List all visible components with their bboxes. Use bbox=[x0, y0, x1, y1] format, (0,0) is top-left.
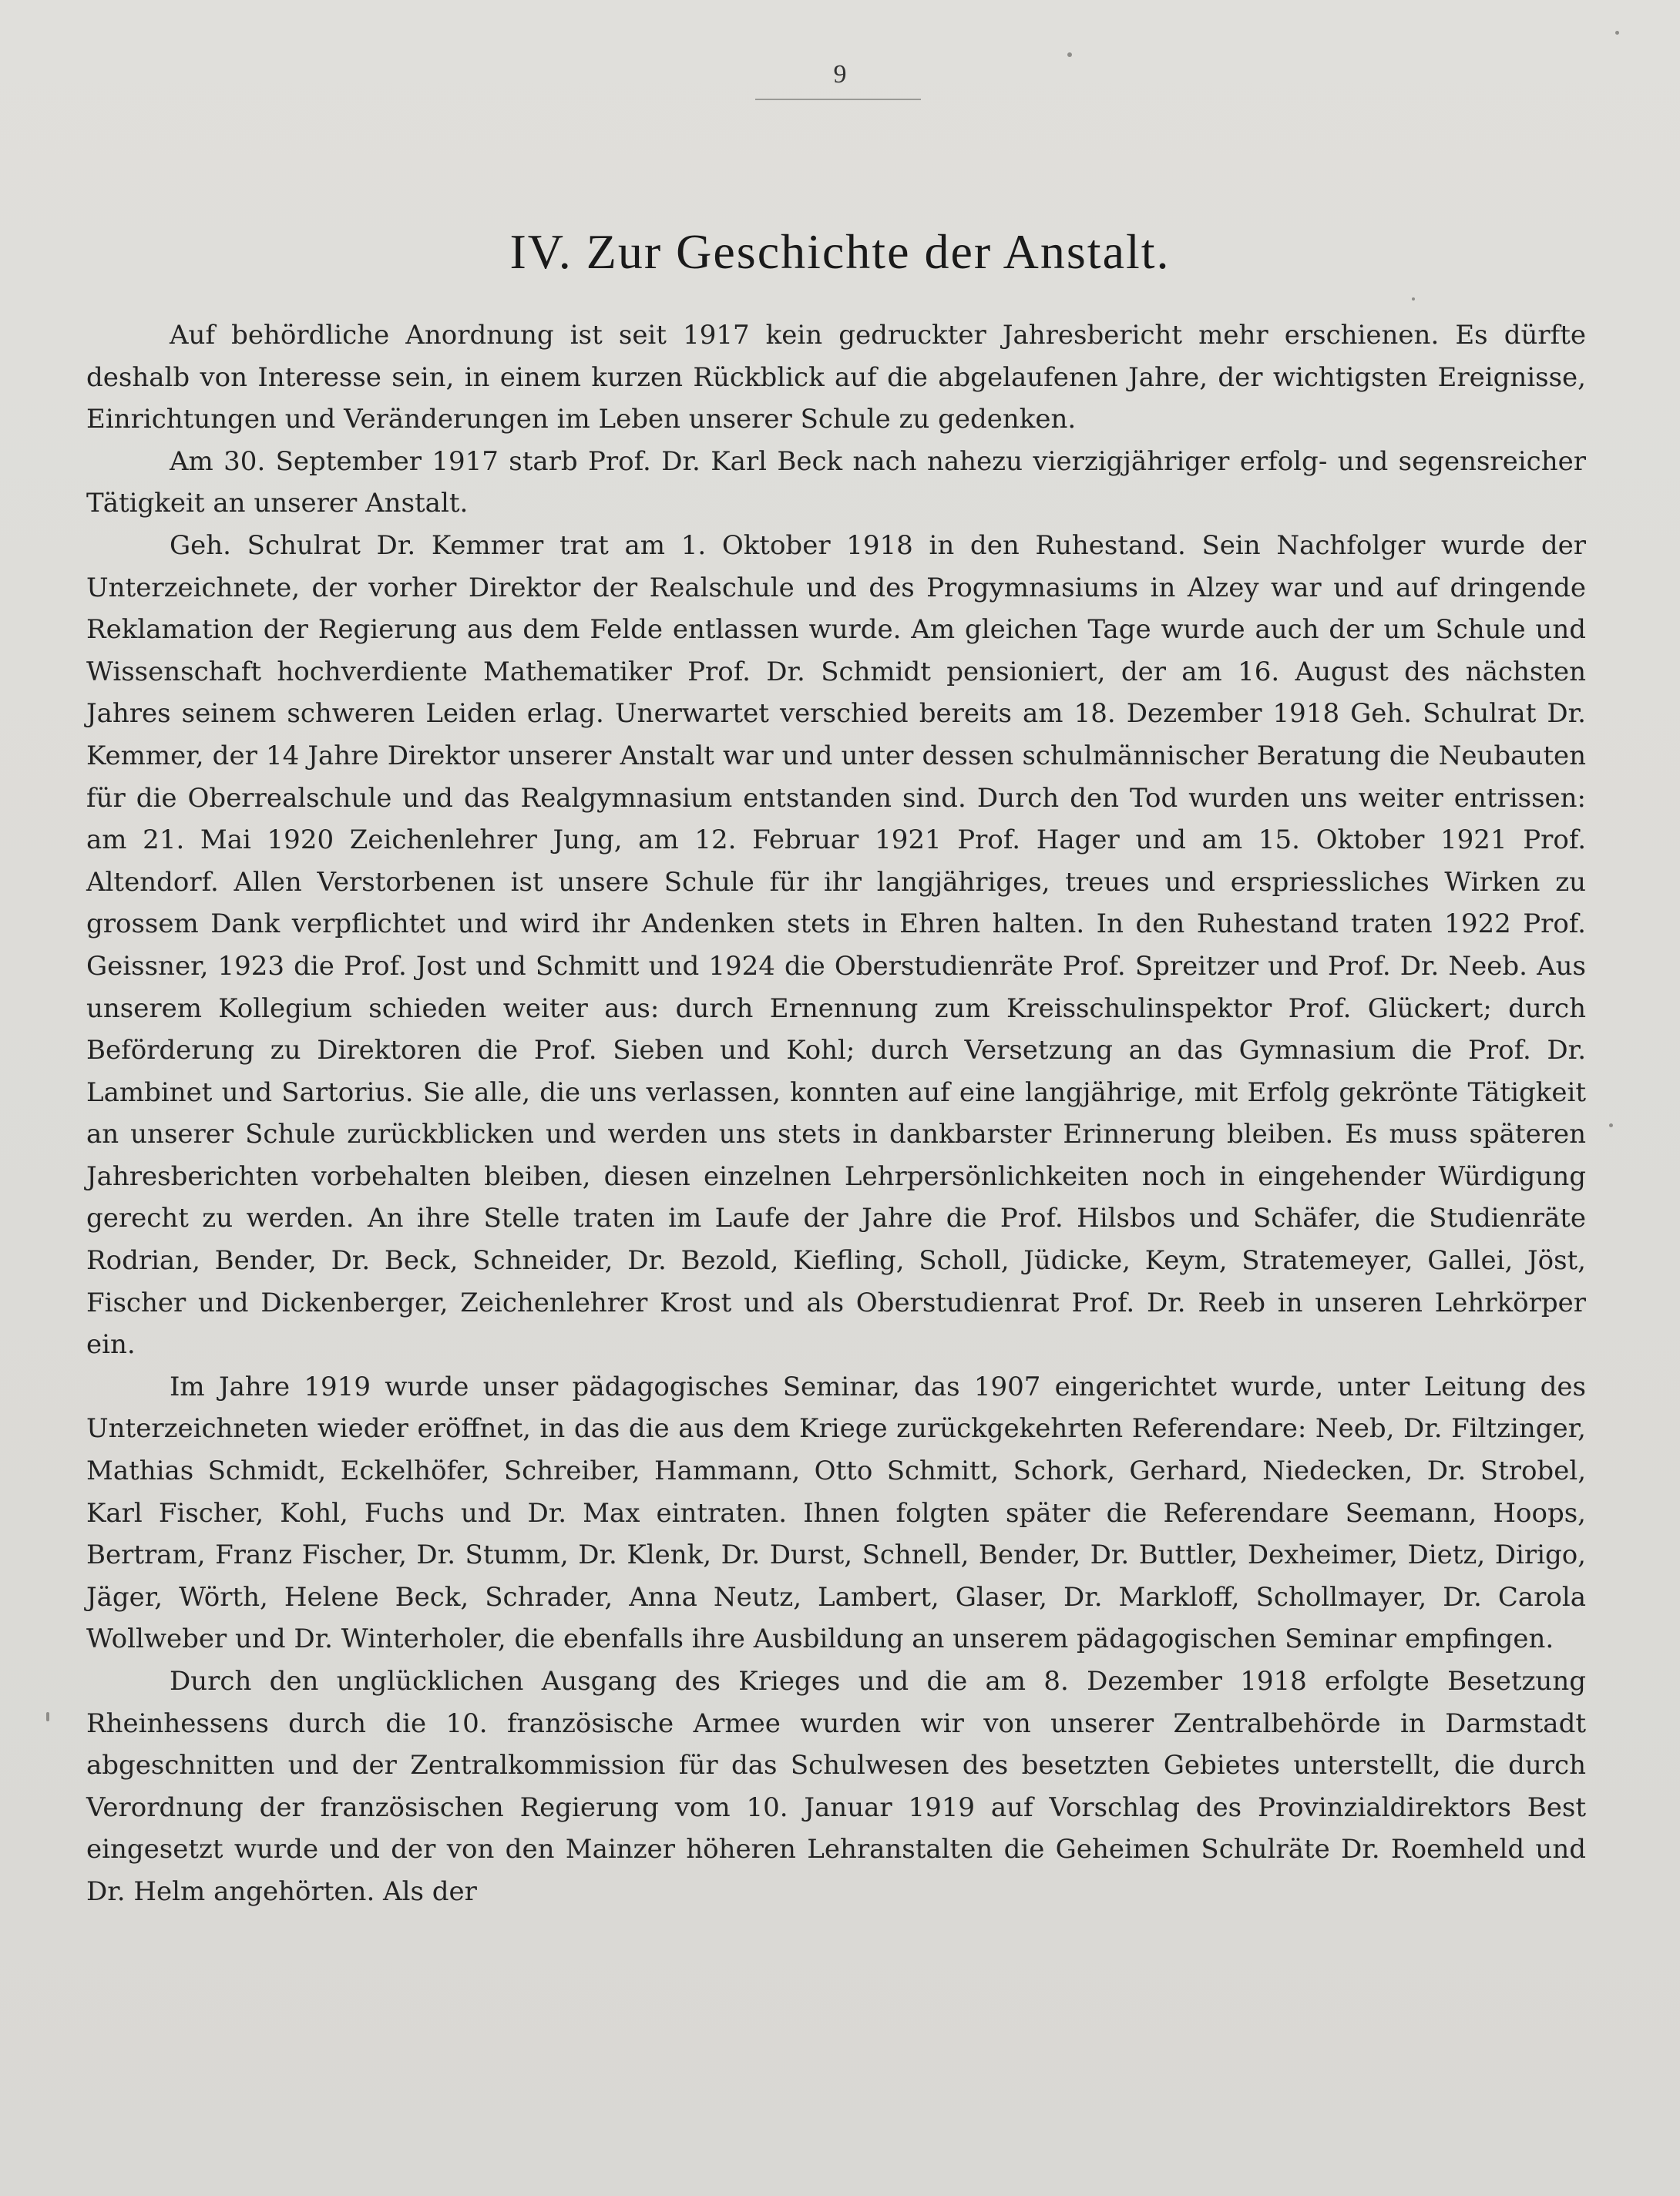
paragraph-intro: Auf behördliche Anordnung ist seit 1917 kein gedruckter Jahresbericht mehr erschienen. Es dürfte deshalb von Interesse sein, in einem kurzen Rückblick auf die abgelaufenen Jahre, der wichtigsten Ereignisse, Einrichtungen und Veränderungen im Leben unserer Schule zu gedenken. bbox=[86, 320, 1586, 435]
paragraph-seminar: Im Jahre 1919 wurde unser pädagogisches Seminar, das 1907 eingerichtet wurde, unter Leitung des Unterzeichneten wieder eröffnet, in das die aus dem Kriege zurückgekehrten Referendare: Neeb, Dr. Filtzinger, Mathias Schmidt, Eckelhöfer, Schreiber, Hammann, Otto Schmitt, Schork, Gerhard, Niedecken, Dr. Strobel, Karl Fischer, Kohl, Fuchs und Dr. Max eintraten. Ihnen folgten später die Referendare Seemann, Hoops, Bertram, Franz Fischer, Dr. Stumm, Dr. Klenk, Dr. Durst, Schnell, Bender, Dr. Buttler, Dexheimer, Dietz, Dirigo, Jäger, Wörth, Helene Beck, Schrader, Anna Neutz, Lambert, Glaser, Dr. Markloff, Schollmayer, Dr. Carola Wollweber und Dr. Winterholer, die ebenfalls ihre Ausbildung an unserem pädagogischen Seminar empfingen. bbox=[86, 1371, 1586, 1655]
paragraph-beck: Am 30. September 1917 starb Prof. Dr. Karl Beck nach nahezu vierzigjähriger erfolg- und segensreicher Tätigkeit an unserer Anstalt. bbox=[86, 445, 1586, 519]
paper-speck bbox=[1609, 1123, 1613, 1127]
chapter-title: IV. Zur Geschichte der Anstalt. bbox=[509, 224, 1171, 279]
header-rule bbox=[755, 99, 921, 100]
paragraph-besetzung: Durch den unglücklichen Ausgang des Krieges und die am 8. Dezember 1918 erfolgte Besetzung Rheinhessens durch die 10. französische Armee wurden wir von unserer Zentralbehörde in Darmstadt abgeschnitten und der Zentralkommission für das Schulwesen des besetzten Gebietes unterstellt, die durch Verordnung der französischen Regierung vom 10. Januar 1919 auf Vorschlag des Provinzialdirektors Best eingesetzt wurde und der von den Mainzer höheren Lehranstalten die Geheimen Schulräte Dr. Roemheld und Dr. Helm angehörten. Als der bbox=[86, 1666, 1586, 1907]
paper-speck bbox=[1412, 297, 1415, 301]
paper-speck bbox=[1615, 31, 1619, 35]
page-number: 9 bbox=[833, 60, 847, 89]
paragraph-kollegium: Geh. Schulrat Dr. Kemmer trat am 1. Oktober 1918 in den Ruhestand. Sein Nachfolger wurde der Unterzeichnete, der vorher Direktor der Realschule und des Progymnasiums in Alzey war und auf dringende Reklamation der Regierung aus dem Felde entlassen wurde. Am gleichen Tage wurde auch der um Schule und Wissenschaft hochverdiente Mathematiker Prof. Dr. Schmidt pensioniert, der am 16. August des nächsten Jahres seinem schweren Leiden erlag. Unerwartet verschied bereits am 18. Dezember 1918 Geh. Schulrat Dr. Kemmer, der 14 Jahre Direktor unserer Anstalt war und unter dessen schulmännischer Beratung die Neubauten für die Oberrealschule und das Realgymnasium entstanden sind. Durch den Tod wurden uns weiter entrissen: am 21. Mai 1920 Zeichenlehrer Jung, am 12. Februar 1921 Prof. Hager und am 15. Oktober 1921 Prof. Altendorf. Allen Verstorbenen ist unsere Schule für ihr langjähriges, treues und erspriessliches Wirken zu grossem Dank verpflichtet und wird ihr Andenken stets in Ehren halten. In den Ruhestand traten 1922 Prof. Geissner, 1923 die Prof. Jost und Schmitt und 1924 die Oberstudienräte Prof. Spreitzer und Prof. Dr. Neeb. Aus unserem Kollegium schieden weiter aus: durch Ernennung zum Kreisschulinspektor Prof. Glückert; durch Beförderung zu Direktoren die Prof. Sieben und Kohl; durch Versetzung an das Gymnasium die Prof. Dr. Lambinet und Sartorius. Sie alle, die uns verlassen, konnten auf eine langjährige, mit Erfolg gekrönte Tätigkeit an unserer Schule zurückblicken und werden uns stets in dankbarster Erinnerung bleiben. Es muss späteren Jahresberichten vorbehalten bleiben, diesen einzelnen Lehrpersönlichkeiten noch in eingehender Würdigung gerecht zu werden. An ihre Stelle traten im Laufe der Jahre die Prof. Hilsbos und Schäfer, die Studienräte Rodrian, Bender, Dr. Beck, Schneider, Dr. Bezold, Kiefling, Scholl, Jüdicke, Keym, Stratemeyer, Gallei, Jöst, Fischer und Dickenberger, Zeichenlehrer Krost und als Oberstudienrat Prof. Dr. Reeb in unseren Lehrkörper ein. bbox=[86, 529, 1586, 1361]
paper-speck bbox=[1067, 52, 1072, 57]
paper-speck bbox=[46, 1712, 49, 1721]
body-text bbox=[86, 314, 1586, 1913]
